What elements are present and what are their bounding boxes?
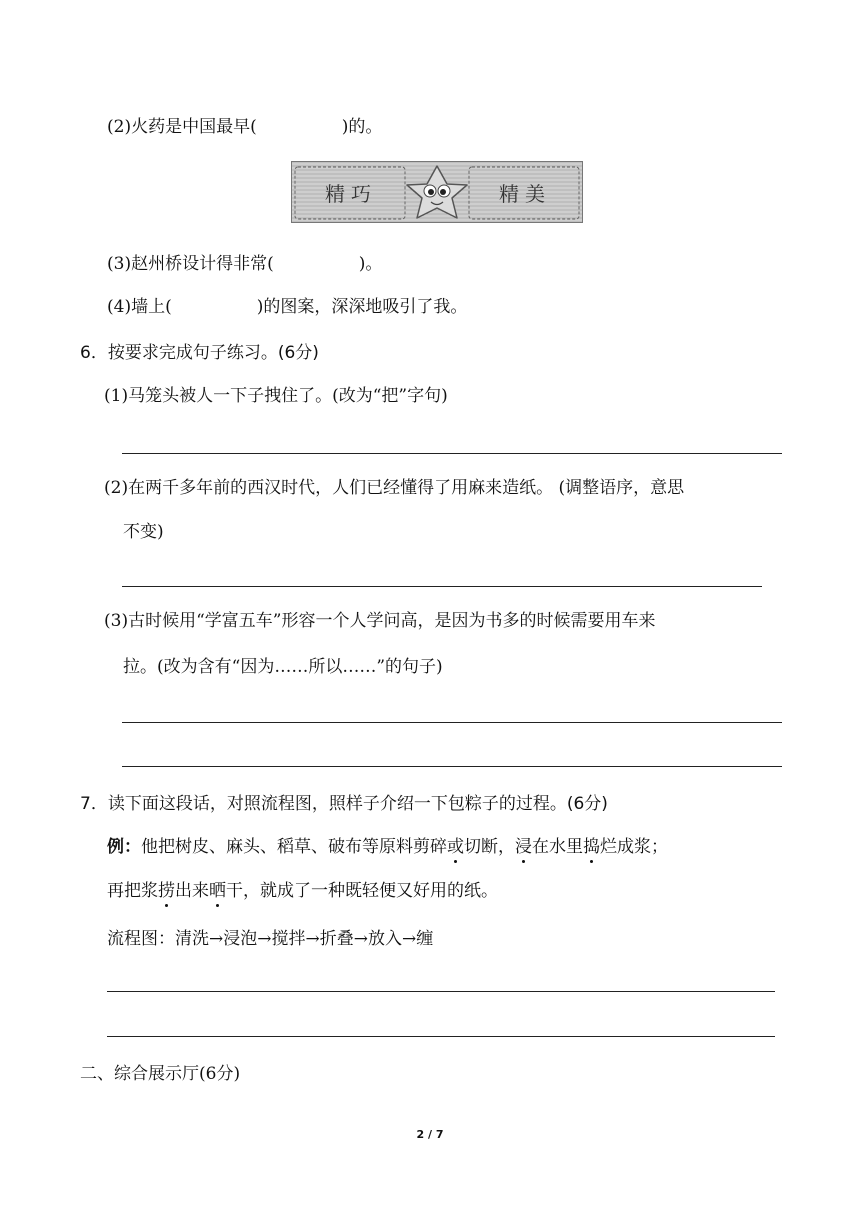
emphasis-text: 浸 [515,837,532,857]
page-number: 2 / 7 [416,1128,444,1141]
flow-steps: 清洗→浸泡→搅拌→折叠→放入→缠 [175,929,434,949]
example-label: 例： [107,837,141,857]
emphasis-text: 捣 [583,837,600,857]
q7-example-line-2 [107,880,498,902]
q7-example-line-1 [107,836,668,858]
example-text: 烂成浆； [600,837,668,857]
answer-line[interactable] [122,722,782,723]
answer-line[interactable] [107,991,775,992]
q7-flowchart [107,928,433,950]
q5-item-3: (3)赵州桥设计得非常( )。 [107,254,383,274]
example-text: 干，就成了一种既轻便又好用的纸。 [226,881,498,901]
example-text: 在水里 [532,837,583,857]
answer-line[interactable] [122,453,782,454]
emphasis-text: 剪碎或切断 [413,837,498,857]
q7-heading: 7．读下面这段话，对照流程图，照样子介绍一下包粽子的过程。(6分) [80,794,608,814]
q6-item-2-line-1: (2)在两千多年前的西汉时代，人们已经懂得了用麻来造纸。 (调整语序，意思 [104,478,685,498]
word-option-2: 精美 [499,182,551,206]
flow-label: 流程图： [107,929,175,949]
word-option-1: 精巧 [325,182,377,206]
q5-item-4: (4)墙上( )的图案，深深地吸引了我。 [107,297,468,317]
q6-item-3-line-1: (3)古时候用“学富五车”形容一个人学问高，是因为书多的时候需要用车来 [104,611,656,631]
example-text: 出来 [175,881,209,901]
answer-line[interactable] [107,1036,775,1037]
example-text: 他把树皮、麻头、稻草、破布等原料 [141,837,413,857]
answer-line[interactable] [122,586,762,587]
emphasis-text: 捞 [158,881,175,901]
word-banner [291,161,583,223]
emphasis-text: 晒 [209,881,226,901]
q6-item-1: (1)马笼头被人一下子拽住了。(改为“把”字句) [104,386,448,406]
q5-item-2: (2)火药是中国最早( )的。 [107,117,383,137]
section-2-heading: 二、综合展示厅(6分) [80,1064,241,1084]
example-text: 再把浆 [107,881,158,901]
q6-item-3-line-2: 拉。(改为含有“因为……所以……”的句子) [123,657,443,677]
answer-line[interactable] [122,766,782,767]
q6-item-2-line-2: 不变) [123,522,164,542]
q6-heading: 6．按要求完成句子练习。(6分) [80,343,319,363]
example-text: ， [498,837,515,857]
